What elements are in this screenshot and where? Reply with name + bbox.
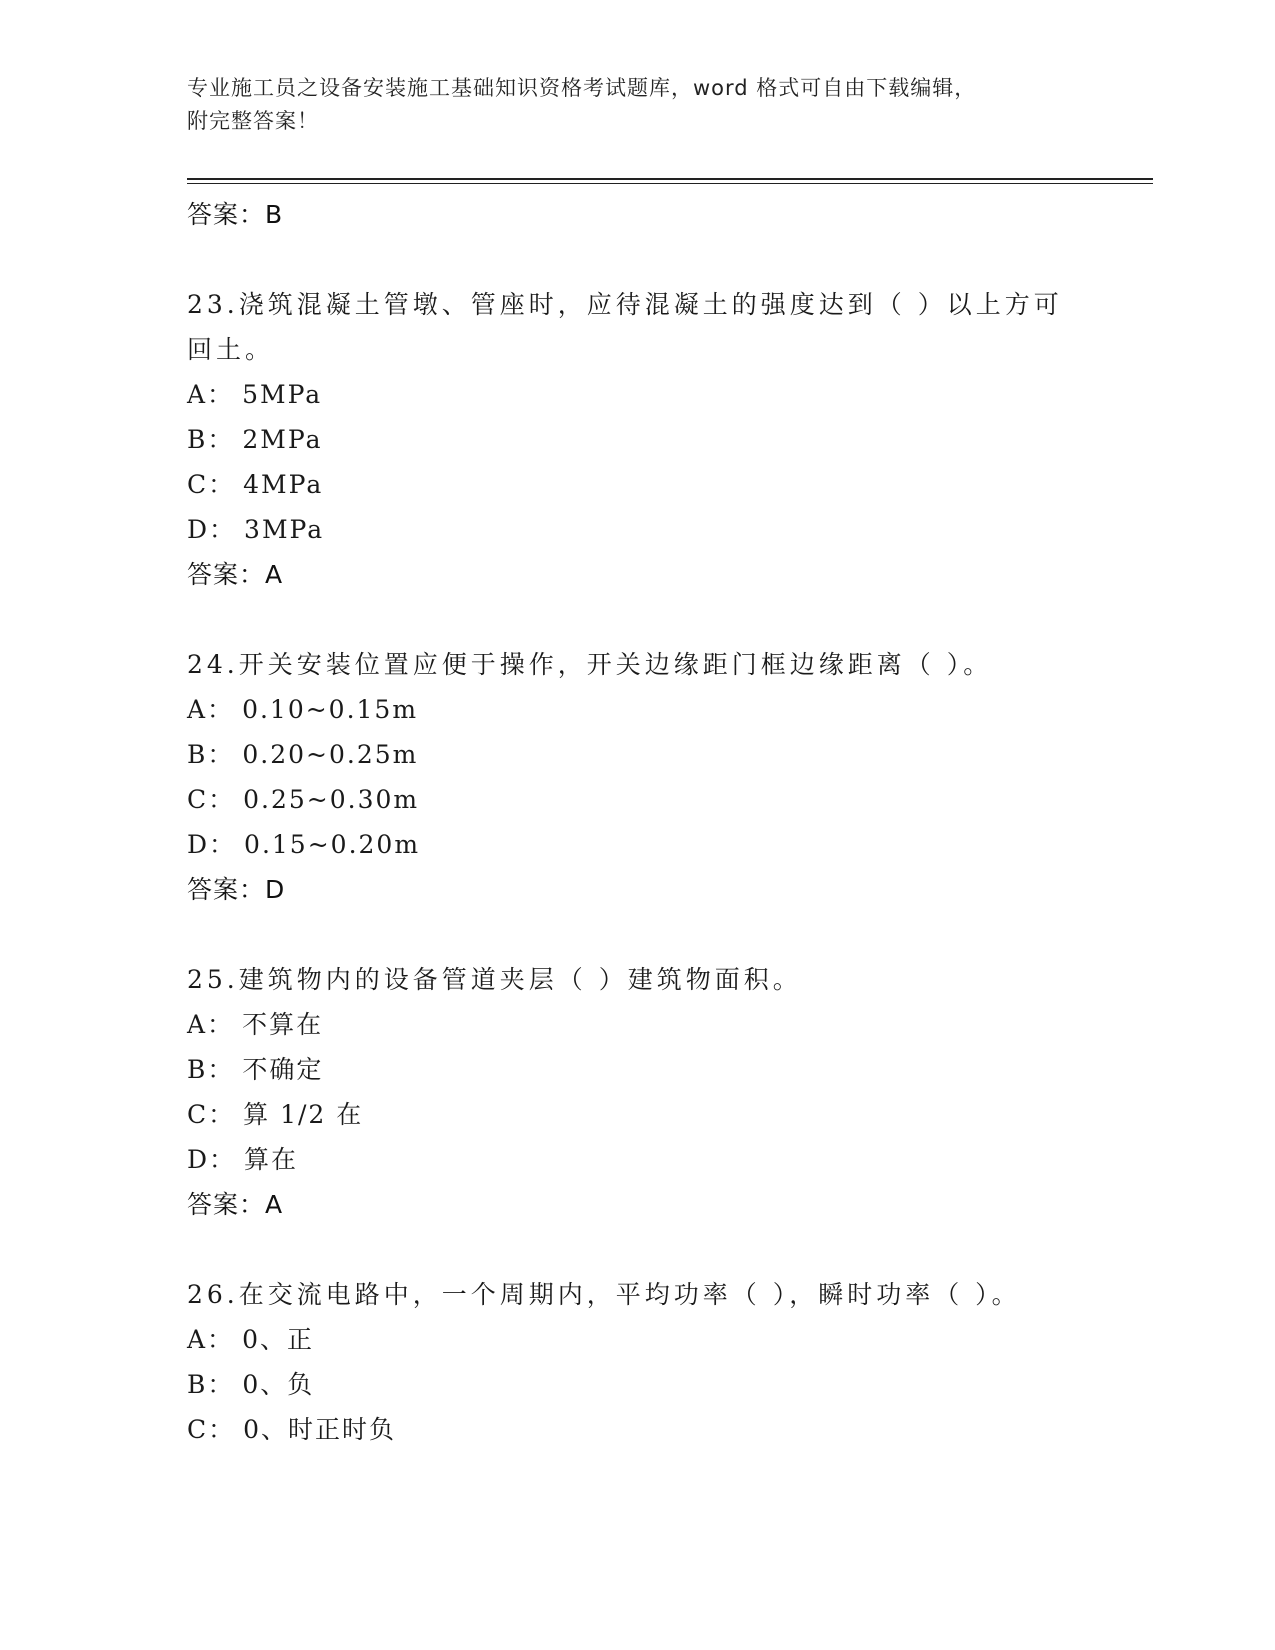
option-item <box>187 822 1087 867</box>
option-text: 0、时正时负 <box>243 1415 397 1444</box>
header-line-1: 专业施工员之设备安装施工基础知识资格考试题库，word 格式可自由下载编辑， <box>187 76 977 100</box>
option-key: C： <box>187 1100 236 1129</box>
option-item <box>187 462 1087 507</box>
option-key: C： <box>187 1415 236 1444</box>
option-text: 5MPa <box>242 380 323 409</box>
option-key: A： <box>187 1010 235 1039</box>
option-text: 3MPa <box>244 515 325 544</box>
option-text: 0.20~0.25m <box>242 740 419 769</box>
option-key: B： <box>187 1370 235 1399</box>
option-item <box>187 1362 1087 1407</box>
header-divider-thick <box>187 178 1153 180</box>
option-key: D： <box>187 515 237 544</box>
question-text: 23.浇筑混凝土管墩、管座时，应待混凝土的强度达到（ ）以上方可 <box>187 290 1063 319</box>
option-text: 0、负 <box>242 1370 315 1399</box>
questions-container <box>187 282 1087 1452</box>
option-text: 算在 <box>244 1145 299 1174</box>
option-item <box>187 1137 1087 1182</box>
option-text: 0.25~0.30m <box>243 785 420 814</box>
option-item <box>187 1047 1087 1092</box>
option-key: A： <box>187 695 235 724</box>
question-block <box>187 282 1087 642</box>
question-block <box>187 1272 1087 1452</box>
option-item <box>187 732 1087 777</box>
option-key: B： <box>187 740 235 769</box>
option-key: C： <box>187 785 236 814</box>
option-item <box>187 417 1087 462</box>
option-key: B： <box>187 1055 235 1084</box>
answer-line: 答案：A <box>187 560 284 589</box>
question-text: 24.开关安装位置应便于操作，开关边缘距门框边缘距离（ ）。 <box>187 650 993 679</box>
option-text: 算 1/2 在 <box>243 1100 364 1129</box>
option-item <box>187 777 1087 822</box>
option-item <box>187 372 1087 417</box>
option-item <box>187 507 1087 552</box>
option-text: 4MPa <box>243 470 324 499</box>
option-key: A： <box>187 380 235 409</box>
option-key: D： <box>187 830 237 859</box>
question-block <box>187 957 1087 1272</box>
answer-line: 答案：D <box>187 875 286 904</box>
document-header <box>187 72 1087 138</box>
previous-answer: 答案：B <box>187 200 284 229</box>
option-key: D： <box>187 1145 237 1174</box>
option-text: 不算在 <box>242 1010 324 1039</box>
header-divider-thin <box>187 183 1153 184</box>
option-item <box>187 1002 1087 1047</box>
question-text: 回土。 <box>187 335 275 364</box>
option-text: 0.15~0.20m <box>244 830 421 859</box>
header-line-2: 附完整答案！ <box>187 109 319 133</box>
option-item <box>187 1317 1087 1362</box>
question-text: 25.建筑物内的设备管道夹层（ ）建筑物面积。 <box>187 965 802 994</box>
option-key: B： <box>187 425 235 454</box>
question-block <box>187 642 1087 957</box>
question-text: 26.在交流电路中，一个周期内，平均功率（ ），瞬时功率（ ）。 <box>187 1280 1021 1309</box>
option-text: 0、正 <box>242 1325 314 1354</box>
option-key: A： <box>187 1325 235 1354</box>
option-text: 不确定 <box>242 1055 324 1084</box>
option-text: 0.10~0.15m <box>242 695 419 724</box>
answer-line: 答案：A <box>187 1190 284 1219</box>
option-key: C： <box>187 470 236 499</box>
option-item <box>187 687 1087 732</box>
option-item <box>187 1092 1087 1137</box>
option-item <box>187 1407 1087 1452</box>
option-text: 2MPa <box>242 425 323 454</box>
question-list <box>187 192 1087 1452</box>
